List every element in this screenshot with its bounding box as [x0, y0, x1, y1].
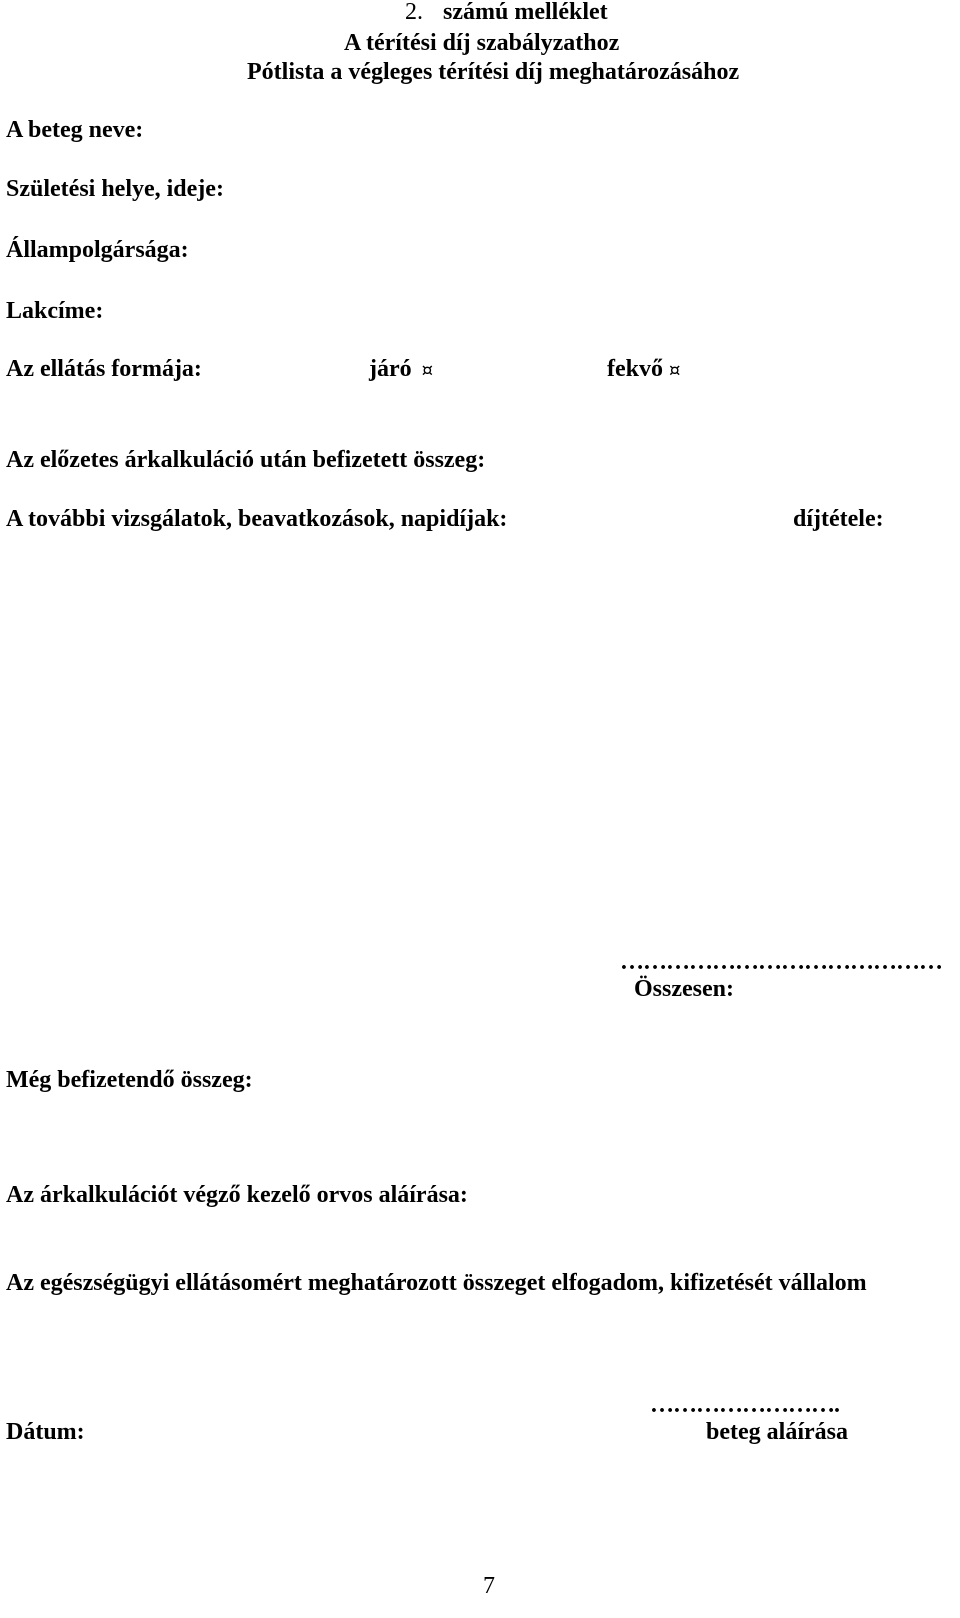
document-title: Pótlista a végleges térítési díj meghatározásához: [247, 59, 740, 85]
patient-name-label: A beteg neve:: [6, 117, 144, 143]
total-label: Összesen:: [634, 976, 734, 1002]
inpatient-option[interactable]: [607, 355, 680, 385]
citizenship-label: Állampolgársága:: [6, 237, 189, 263]
patient-signature-label: beteg aláírása: [706, 1419, 848, 1445]
patient-signature-dots: …………………….: [650, 1392, 839, 1418]
birth-place-date-label: Születési helye, ideje:: [6, 176, 224, 202]
total-dots: ……………………………………: [620, 949, 942, 975]
inpatient-option-label: fekvő: [607, 356, 663, 382]
doctor-signature-label: Az árkalkulációt végző kezelő orvos aláírása:: [6, 1182, 468, 1208]
page-number: 7: [483, 1573, 495, 1599]
care-form-label: Az ellátás formája:: [6, 356, 202, 382]
annex-label: számú melléklet: [443, 0, 608, 25]
acceptance-statement: Az egészségügyi ellátásomért meghatározott összeget elfogadom, kifizetését vállalom: [6, 1270, 867, 1296]
fee-column-label: díjtétele:: [793, 506, 884, 532]
outpatient-option-label: járó: [369, 356, 412, 382]
annex-heading: [405, 0, 608, 26]
inpatient-checkbox-icon[interactable]: ¤: [669, 360, 681, 381]
address-label: Lakcíme:: [6, 298, 104, 324]
outpatient-option[interactable]: [369, 355, 433, 385]
date-label: Dátum:: [6, 1419, 85, 1445]
prepaid-amount-label: Az előzetes árkalkuláció után befizetett összeg:: [6, 447, 486, 473]
remaining-amount-label: Még befizetendő összeg:: [6, 1067, 253, 1093]
document-subtitle: A térítési díj szabályzathoz: [344, 30, 620, 56]
annex-number: 2.: [405, 0, 423, 25]
additional-items-label: A további vizsgálatok, beavatkozások, napidíjak:: [6, 506, 508, 532]
outpatient-checkbox-icon[interactable]: ¤: [421, 360, 434, 381]
